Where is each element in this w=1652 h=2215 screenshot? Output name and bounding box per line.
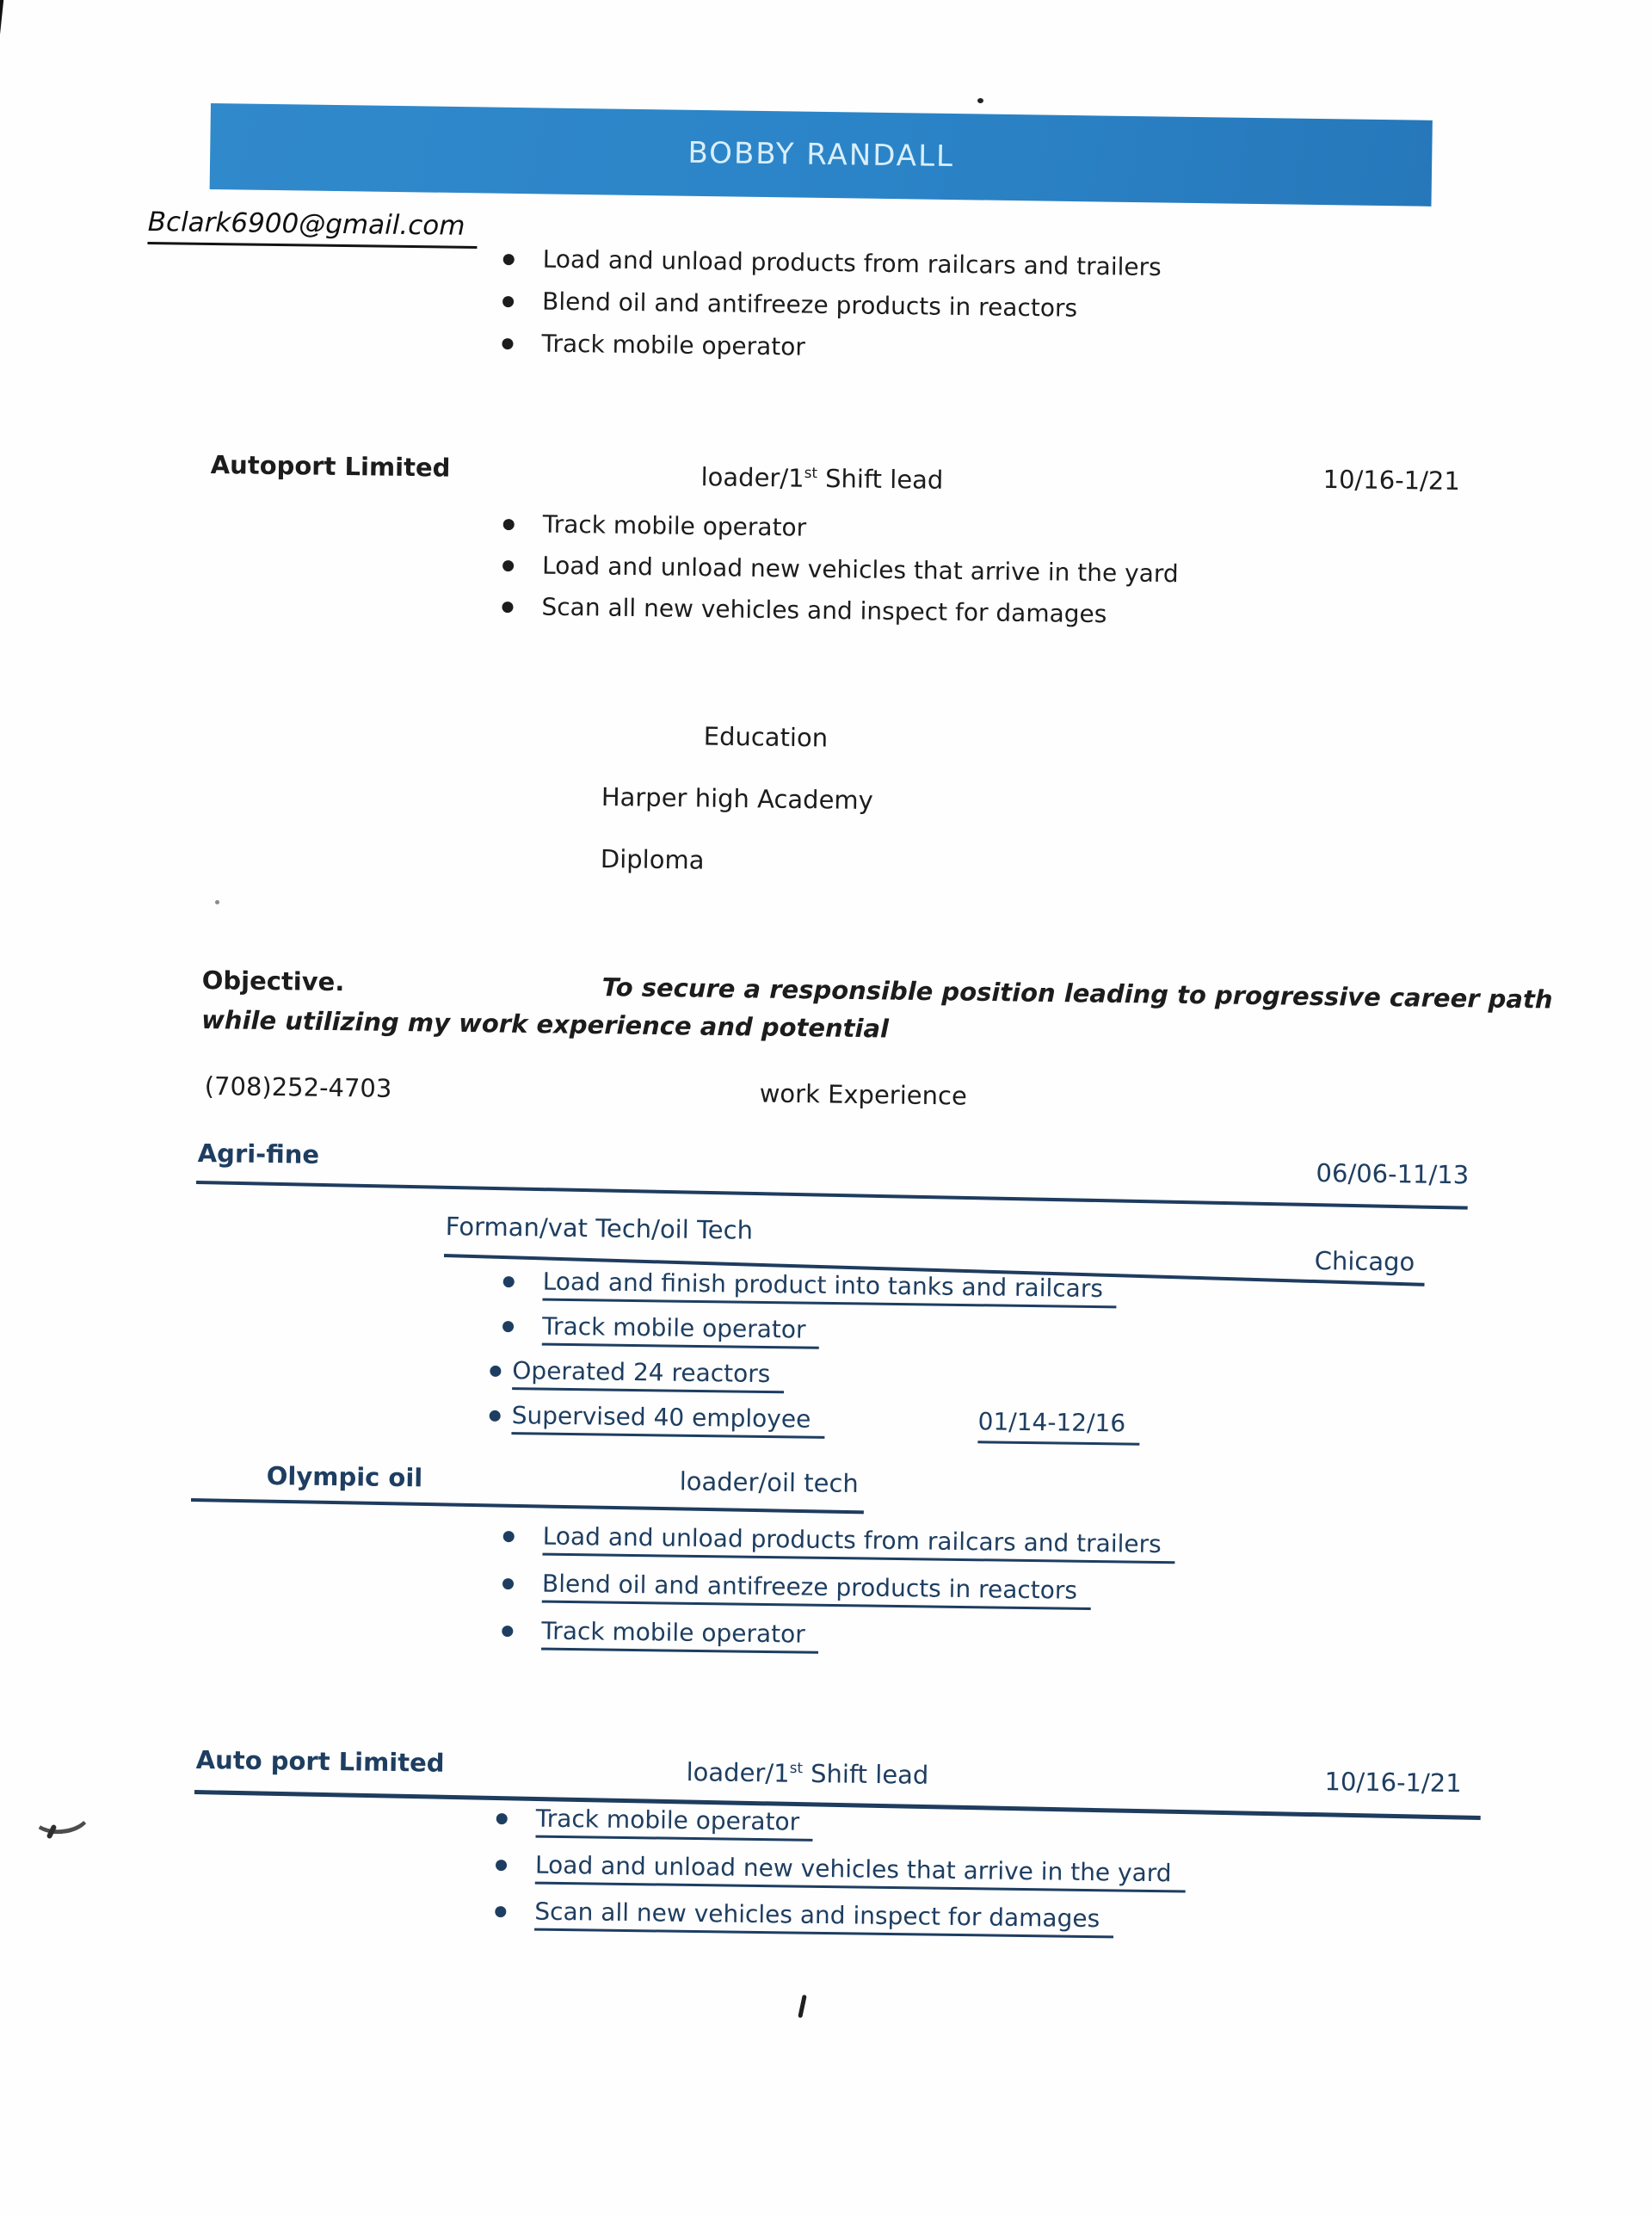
email-text: Bclark6900@gmail.com xyxy=(147,207,477,249)
work-experience-heading: work Experience xyxy=(759,1078,968,1111)
phone-number: (708)252-4703 xyxy=(204,1070,392,1103)
company-name: Autoport Limited xyxy=(210,449,451,483)
scan-artifact-pen-mark xyxy=(29,1792,93,1836)
bullet-text: Supervised 40 employee xyxy=(511,1401,824,1439)
bullet-item xyxy=(502,590,1178,632)
autoport-second-bullet-list xyxy=(495,1802,1187,1950)
section-divider-line xyxy=(196,1181,1468,1210)
bullet-item xyxy=(502,285,1161,326)
job-location: Chicago xyxy=(1314,1245,1415,1277)
bullet-item xyxy=(502,1310,1117,1350)
bullet-item xyxy=(489,1399,1126,1441)
objective-label: Objective. xyxy=(201,965,345,997)
job-title: loader/oil tech xyxy=(679,1466,860,1499)
bullet-text: Load and unload new vehicles that arrive in the yard xyxy=(541,551,1179,589)
bullet-item xyxy=(490,1354,1116,1396)
bullet-text: Load and unload products from railcars and trailers xyxy=(542,1522,1174,1564)
bullet-item xyxy=(503,508,1180,549)
education-credential: Diploma xyxy=(600,843,705,875)
agrifine-location-row xyxy=(1315,1244,1652,1294)
objective-text-line2: while utilizing my work experience and potential xyxy=(200,1004,890,1044)
education-section xyxy=(600,719,874,909)
date-range: 10/16-1/21 xyxy=(1322,464,1461,497)
job-title: Forman/vat Tech/oil Tech xyxy=(445,1211,754,1245)
phone-row xyxy=(205,1070,1495,1120)
company-name: Agri-fine xyxy=(197,1138,320,1169)
scan-artifact-mark xyxy=(798,1995,807,2018)
bullet-item xyxy=(495,1895,1185,1936)
objective-text-line1: To secure a responsible position leading to progressive career path xyxy=(601,972,1553,1015)
autoport-first-row xyxy=(211,448,1501,498)
scan-artifact-dot xyxy=(215,900,219,904)
bullet-item xyxy=(503,243,1162,284)
candidate-name: BOBBY RANDALL xyxy=(687,135,955,175)
olympic-bullet-list xyxy=(502,1520,1175,1670)
bullet-text: Scan all new vehicles and inspect for damages xyxy=(534,1897,1113,1939)
agrifine-bullet-list xyxy=(501,1265,1126,1452)
bullet-item xyxy=(502,549,1179,590)
name-banner xyxy=(210,103,1433,207)
bullet-text: Blend oil and antifreeze products in reactors xyxy=(541,287,1078,323)
education-school: Harper high Academy xyxy=(601,781,874,816)
bullet-item xyxy=(502,1614,1174,1656)
bullet-item xyxy=(502,1567,1174,1608)
autoport-first-bullet-list xyxy=(502,508,1179,640)
bullet-text: Load and unload new vehicles that arrive in the yard xyxy=(535,1851,1186,1893)
intro-bullet-list xyxy=(502,243,1162,378)
bullet-text: Load and unload products from railcars and trailers xyxy=(542,244,1162,282)
objective-section xyxy=(200,964,1553,1053)
bullet-text: Load and finish product into tanks and railcars xyxy=(542,1268,1117,1309)
date-range: 06/06-11/13 xyxy=(1316,1158,1470,1190)
bullet-text: Track mobile operator xyxy=(541,1617,819,1654)
bullet-item xyxy=(503,1520,1175,1561)
agrifine-row xyxy=(197,1137,1489,1190)
section-divider-line xyxy=(191,1498,864,1514)
scan-artifact-corner xyxy=(0,0,4,144)
job-title: loader/1st Shift lead xyxy=(686,1757,929,1790)
bullet-text: Track mobile operator xyxy=(542,509,807,542)
date-range: 01/14-12/16 xyxy=(977,1405,1139,1445)
scan-artifact-dot xyxy=(977,98,983,103)
date-range: 10/16-1/21 xyxy=(1324,1767,1462,1799)
bullet-text: Track mobile operator xyxy=(541,329,806,361)
education-heading: Education xyxy=(703,721,829,753)
bullet-text: Scan all new vehicles and inspect for damages xyxy=(541,592,1107,629)
company-name: Auto port Limited xyxy=(195,1744,445,1778)
bullet-text: Track mobile operator xyxy=(535,1805,813,1842)
bullet-item xyxy=(496,1848,1186,1890)
bullet-item xyxy=(503,1265,1118,1305)
job-title: loader/1st Shift lead xyxy=(700,462,944,495)
bullet-item xyxy=(502,327,1160,368)
company-name: Olympic oil xyxy=(266,1460,423,1493)
bullet-text: Blend oil and antifreeze products in reactors xyxy=(542,1570,1091,1610)
autoport-second-row xyxy=(195,1743,1487,1799)
bullet-text: Track mobile operator xyxy=(542,1312,820,1349)
bullet-text: Operated 24 reactors xyxy=(512,1356,784,1393)
olympic-row xyxy=(267,1459,1557,1509)
